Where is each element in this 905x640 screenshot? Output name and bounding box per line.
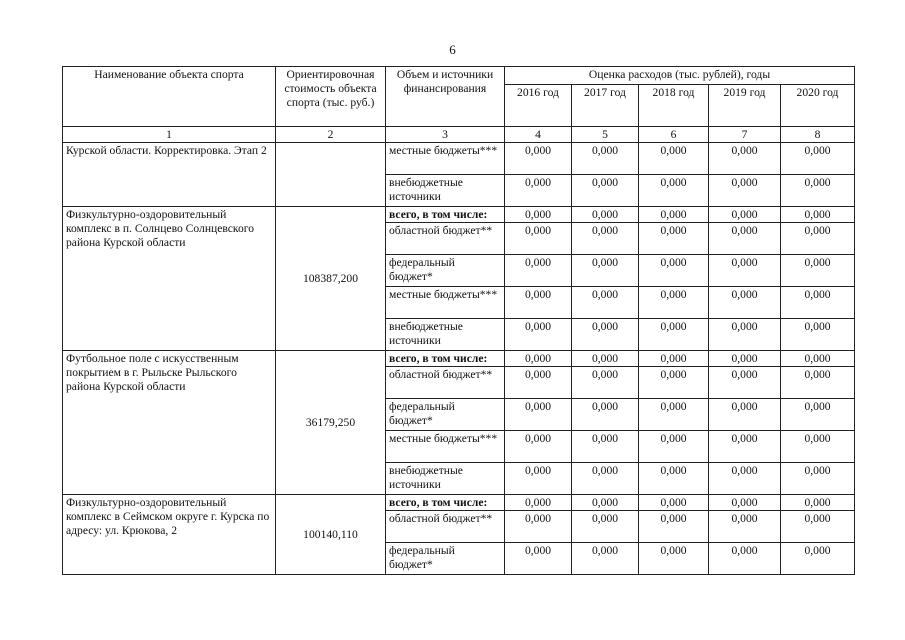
funding-source: местные бюджеты*** bbox=[386, 287, 505, 319]
expense-value: 0,000 bbox=[505, 223, 572, 255]
expense-value: 0,000 bbox=[572, 399, 639, 431]
column-number: 5 bbox=[572, 127, 639, 143]
expense-value: 0,000 bbox=[505, 351, 572, 367]
expense-value: 0,000 bbox=[781, 495, 855, 511]
object-name: Физкультурно-оздоровительный комплекс в п. Солнцево Солнцевского района Курской области bbox=[63, 207, 276, 351]
funding-source: внебюджетные источники bbox=[386, 175, 505, 207]
expense-value: 0,000 bbox=[709, 255, 781, 287]
header-year: 2018 год bbox=[639, 85, 709, 127]
funding-source: всего, в том числе: bbox=[386, 351, 505, 367]
expense-value: 0,000 bbox=[572, 431, 639, 463]
column-number: 3 bbox=[386, 127, 505, 143]
expense-value: 0,000 bbox=[572, 255, 639, 287]
expense-value: 0,000 bbox=[709, 351, 781, 367]
funding-source: местные бюджеты*** bbox=[386, 143, 505, 175]
expense-value: 0,000 bbox=[572, 351, 639, 367]
funding-source: федеральный бюджет* bbox=[386, 543, 505, 575]
expense-value: 0,000 bbox=[781, 543, 855, 575]
funding-source: областной бюджет** bbox=[386, 511, 505, 543]
expense-value: 0,000 bbox=[639, 351, 709, 367]
funding-source: всего, в том числе: bbox=[386, 207, 505, 223]
expense-value: 0,000 bbox=[709, 399, 781, 431]
expense-value: 0,000 bbox=[572, 495, 639, 511]
expense-value: 0,000 bbox=[781, 351, 855, 367]
header-cost: Ориентировочная стоимость объекта спорта (тыс. руб.) bbox=[276, 67, 386, 127]
expense-value: 0,000 bbox=[572, 367, 639, 399]
table-row bbox=[63, 207, 855, 223]
funding-source: всего, в том числе: bbox=[386, 495, 505, 511]
expense-value: 0,000 bbox=[709, 495, 781, 511]
expense-value: 0,000 bbox=[505, 255, 572, 287]
expense-value: 0,000 bbox=[781, 367, 855, 399]
expense-value: 0,000 bbox=[505, 367, 572, 399]
expense-value: 0,000 bbox=[505, 463, 572, 495]
expense-value: 0,000 bbox=[639, 175, 709, 207]
object-cost bbox=[276, 143, 386, 207]
expense-value: 0,000 bbox=[781, 463, 855, 495]
expense-value: 0,000 bbox=[639, 319, 709, 351]
expense-value: 0,000 bbox=[639, 463, 709, 495]
expense-value: 0,000 bbox=[505, 207, 572, 223]
expense-value: 0,000 bbox=[505, 495, 572, 511]
expense-value: 0,000 bbox=[572, 175, 639, 207]
expense-value: 0,000 bbox=[505, 287, 572, 319]
header-name: Наименование объекта спорта bbox=[63, 67, 276, 127]
expense-value: 0,000 bbox=[639, 543, 709, 575]
expense-value: 0,000 bbox=[505, 431, 572, 463]
header-year: 2016 год bbox=[505, 85, 572, 127]
expense-value: 0,000 bbox=[639, 431, 709, 463]
header-year: 2020 год bbox=[781, 85, 855, 127]
object-cost: 100140,110 bbox=[276, 495, 386, 575]
expense-value: 0,000 bbox=[709, 143, 781, 175]
expense-value: 0,000 bbox=[709, 543, 781, 575]
expense-value: 0,000 bbox=[572, 543, 639, 575]
expense-value: 0,000 bbox=[505, 175, 572, 207]
expense-value: 0,000 bbox=[781, 431, 855, 463]
funding-source: областной бюджет** bbox=[386, 223, 505, 255]
expense-value: 0,000 bbox=[505, 511, 572, 543]
expense-value: 0,000 bbox=[505, 319, 572, 351]
expense-value: 0,000 bbox=[709, 287, 781, 319]
column-number-row bbox=[63, 127, 855, 143]
expense-value: 0,000 bbox=[781, 319, 855, 351]
expense-value: 0,000 bbox=[709, 175, 781, 207]
page-number: 6 bbox=[449, 42, 456, 57]
expense-value: 0,000 bbox=[781, 143, 855, 175]
expense-value: 0,000 bbox=[572, 511, 639, 543]
object-cost: 36179,250 bbox=[276, 351, 386, 495]
expense-value: 0,000 bbox=[781, 511, 855, 543]
expense-value: 0,000 bbox=[505, 399, 572, 431]
funding-source: внебюджетные источники bbox=[386, 319, 505, 351]
expense-value: 0,000 bbox=[709, 463, 781, 495]
funding-source: местные бюджеты*** bbox=[386, 431, 505, 463]
object-name: Физкультурно-оздоровительный комплекс в Сеймском округе г. Курска по адресу: ул. Крюкова, 2 bbox=[63, 495, 276, 575]
expense-value: 0,000 bbox=[572, 319, 639, 351]
expense-value: 0,000 bbox=[781, 399, 855, 431]
funding-source: федеральный бюджет* bbox=[386, 255, 505, 287]
expense-value: 0,000 bbox=[781, 207, 855, 223]
expense-value: 0,000 bbox=[639, 223, 709, 255]
expense-value: 0,000 bbox=[572, 143, 639, 175]
expense-value: 0,000 bbox=[639, 255, 709, 287]
expense-value: 0,000 bbox=[709, 223, 781, 255]
column-number: 1 bbox=[63, 127, 276, 143]
column-number: 7 bbox=[709, 127, 781, 143]
expense-value: 0,000 bbox=[639, 399, 709, 431]
header-estimate: Оценка расходов (тыс. рублей), годы bbox=[505, 67, 855, 85]
table-row bbox=[63, 143, 855, 175]
expense-value: 0,000 bbox=[709, 207, 781, 223]
column-number: 2 bbox=[276, 127, 386, 143]
expense-value: 0,000 bbox=[781, 175, 855, 207]
header-year: 2017 год bbox=[572, 85, 639, 127]
expense-value: 0,000 bbox=[709, 431, 781, 463]
object-name: Курской области. Корректировка. Этап 2 bbox=[63, 143, 276, 207]
budget-table bbox=[62, 66, 855, 575]
expense-value: 0,000 bbox=[709, 511, 781, 543]
header-year: 2019 год bbox=[709, 85, 781, 127]
expense-value: 0,000 bbox=[572, 287, 639, 319]
table-row bbox=[63, 495, 855, 511]
expense-value: 0,000 bbox=[639, 495, 709, 511]
object-cost: 108387,200 bbox=[276, 207, 386, 351]
object-name: Футбольное поле с искусственным покрытием в г. Рыльске Рыльского района Курской области bbox=[63, 351, 276, 495]
expense-value: 0,000 bbox=[572, 463, 639, 495]
funding-source: федеральный бюджет* bbox=[386, 399, 505, 431]
column-number: 4 bbox=[505, 127, 572, 143]
column-number: 6 bbox=[639, 127, 709, 143]
expense-value: 0,000 bbox=[781, 287, 855, 319]
expense-value: 0,000 bbox=[781, 255, 855, 287]
table-row bbox=[63, 351, 855, 367]
expense-value: 0,000 bbox=[639, 367, 709, 399]
expense-value: 0,000 bbox=[505, 143, 572, 175]
expense-value: 0,000 bbox=[572, 207, 639, 223]
expense-value: 0,000 bbox=[639, 511, 709, 543]
header-sources: Объем и источники финансирования bbox=[386, 67, 505, 127]
expense-value: 0,000 bbox=[639, 143, 709, 175]
expense-value: 0,000 bbox=[505, 543, 572, 575]
expense-value: 0,000 bbox=[572, 223, 639, 255]
expense-value: 0,000 bbox=[639, 207, 709, 223]
expense-value: 0,000 bbox=[709, 319, 781, 351]
expense-value: 0,000 bbox=[709, 367, 781, 399]
expense-value: 0,000 bbox=[639, 287, 709, 319]
funding-source: областной бюджет** bbox=[386, 367, 505, 399]
column-number: 8 bbox=[781, 127, 855, 143]
expense-value: 0,000 bbox=[781, 223, 855, 255]
funding-source: внебюджетные источники bbox=[386, 463, 505, 495]
